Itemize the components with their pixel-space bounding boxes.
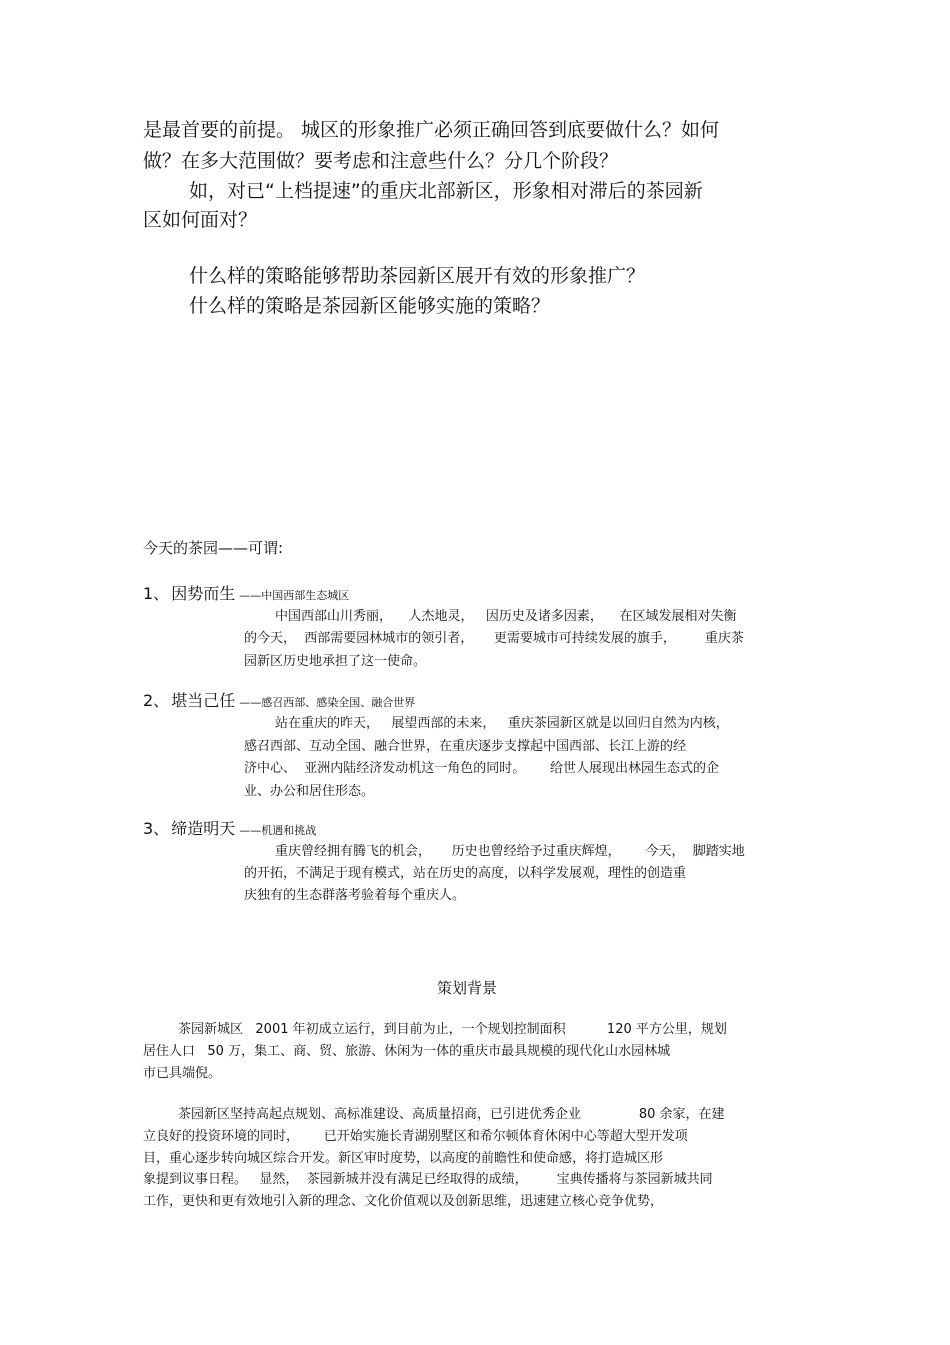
intro-line-4: 区如何面对？ [143,209,258,231]
question-1: 什么样的策略能够帮助茶园新区展开有效的形象推广？ [189,265,646,287]
item-2-line-2: 感召西部、互动全国、融合世界，在重庆逐步支撑起中国西部、长江上游的经 [244,739,687,754]
item-1-subtitle: ——中国西部生态城区 [239,589,350,602]
background-para-2-line-3: 目，重心逐步转向城区综合开发。新区审时度势，以高度的前瞻性和使命感，将打造城区形 [143,1151,664,1166]
item-1-title: 因势而生 [171,584,236,603]
item-2-subtitle: ——感召西部、感染全国、融合世界 [239,696,416,709]
item-3-number: 3、 [143,819,170,838]
intro-line-3: 如，对已“上档提速”的重庆北部新区，形象相对滞后的茶园新 [189,180,703,202]
background-heading: 策划背景 [437,979,498,997]
background-para-2-line-4: 象提到议事日程。 显然， 茶园新城并没有满足已经取得的成绩， 宝典传播将与茶园新城共同 [143,1172,713,1187]
item-1-line-2: 的今天， 西部需要园林城市的领引者， 更需要城市可持续发展的旗手， 重庆茶 [244,631,744,646]
background-para-2-line-5: 工作，更快和更有效地引入新的理念、文化价值观以及创新思维，迅速建立核心竞争优势， [143,1194,664,1209]
background-para-1-line-1: 茶园新城区 2001 年初成立运行，到目前为止，一个规划控制面积 120 平方公里，规划 [178,1022,727,1037]
intro-line-2: 做？在多大范围做？要考虑和注意些什么？分几个阶段？ [143,150,619,172]
item-2-header [143,693,415,709]
item-3-header [143,821,316,837]
item-2-line-3: 济中心、 亚洲内陆经济发动机这一角色的同时。 给世人展现出林园生态式的企 [244,761,720,776]
question-2: 什么样的策略是茶园新区能够实施的策略？ [189,295,551,317]
item-3-subtitle: ——机遇和挑战 [239,824,317,837]
item-2-line-4: 业、办公和居住形态。 [244,784,375,799]
background-para-2-line-2: 立良好的投资环境的同时， 已开始实施长青湖别墅区和希尔顿体育休闲中心等超大型开发项 [143,1129,688,1144]
item-1-number: 1、 [143,584,170,603]
item-2-number: 2、 [143,691,170,710]
item-1-header [143,586,349,602]
background-para-1-line-2: 居住人口 50 万，集工、商、贸、旅游、休闲为一体的重庆市最具规模的现代化山水园林城 [143,1044,671,1059]
item-3-title: 缔造明天 [171,819,236,838]
item-3-line-3: 庆独有的生态群落考验着每个重庆人。 [244,888,466,903]
item-1-line-3: 园新区历史地承担了这一使命。 [244,654,427,669]
background-para-2-line-1: 茶园新区坚持高起点规划、高标准建设、高质量招商，已引进优秀企业 80 余家，在建 [178,1107,725,1122]
item-1-line-1: 中国西部山川秀丽， 人杰地灵， 因历史及诸多因素， 在区域发展相对失衡 [275,609,737,624]
item-2-title: 堪当己任 [171,691,236,710]
today-heading: 今天的茶园——可谓: [143,539,284,557]
background-para-1-line-3: 市已具端倪。 [143,1066,222,1081]
item-3-line-1: 重庆曾经拥有腾飞的机会， 历史也曾经给予过重庆辉煌， 今天， 脚踏实地 [275,844,745,859]
item-2-line-1: 站在重庆的昨天， 展望西部的未来， 重庆茶园新区就是以回归自然为内核， [275,716,729,731]
intro-line-1: 是最首要的前提。 城区的形象推广必须正确回答到底要做什么？如何 [143,119,720,141]
item-3-line-2: 的开拓，不满足于现有模式，站在历史的高度，以科学发展观，理性的创造重 [244,866,687,881]
